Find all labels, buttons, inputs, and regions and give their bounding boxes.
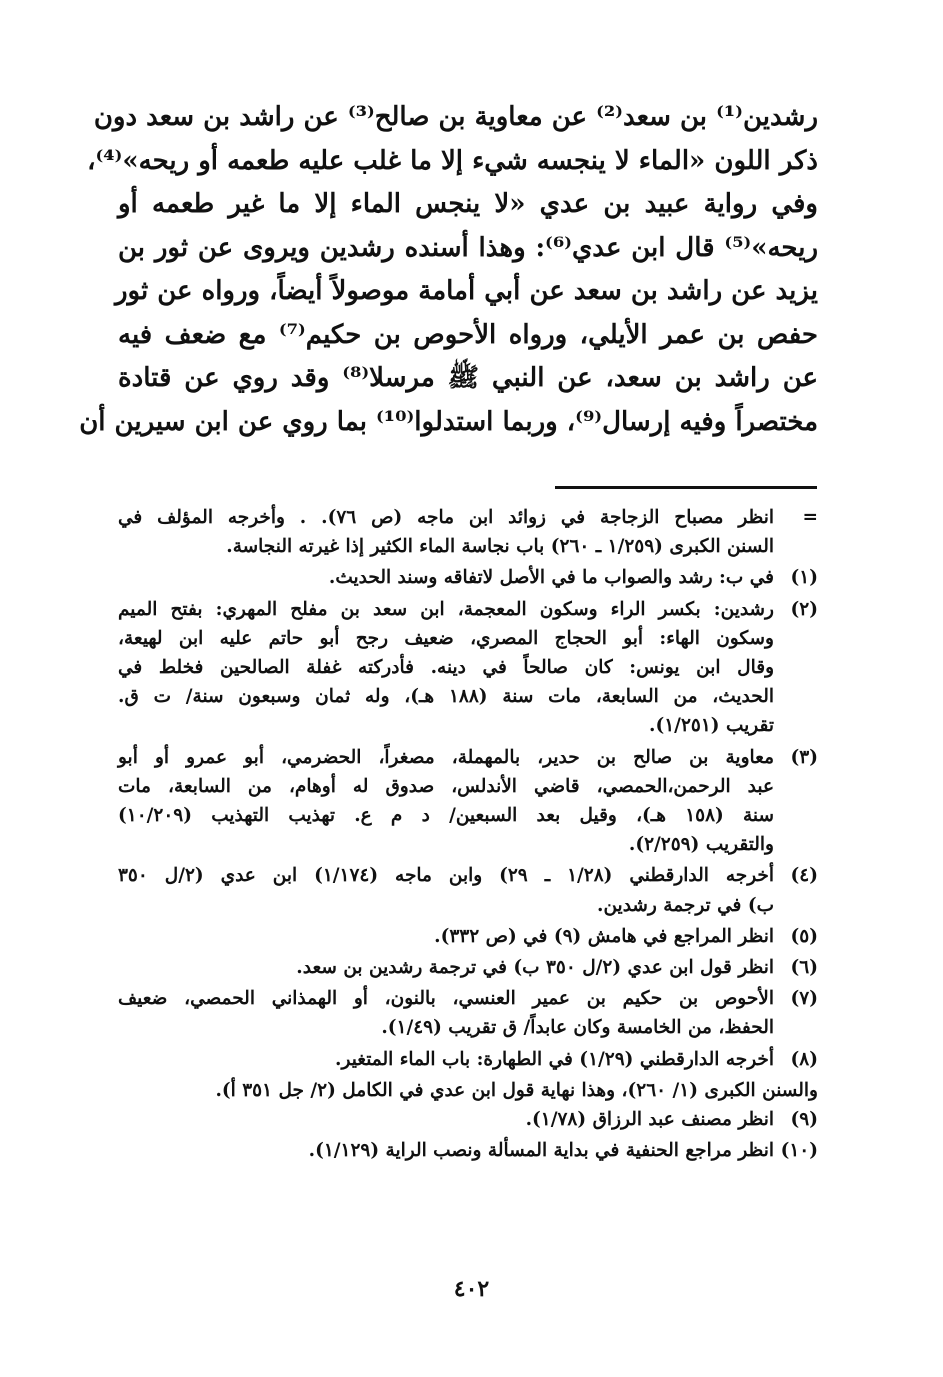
footnote-line: انظر مصباح الزجاجة في زوائد ابن ماجه (ص ٧٦). . وأخرجه المؤلف في bbox=[118, 507, 774, 528]
main-text-line: حفص بن عمر الأيلي، ورواه الأحوص بن حكيم⁽⁷⁾ مع ضعف فيه bbox=[118, 319, 818, 350]
footnote-body bbox=[118, 595, 774, 741]
footnote-separator bbox=[555, 486, 817, 489]
footnote-line: الأحوص بن حكيم بن عمير العنسي، بالنون، أو الهمذاني الحمصي، ضعيف bbox=[118, 988, 774, 1010]
footnote-number: (١) bbox=[790, 567, 818, 589]
footnote-number: (٥) bbox=[790, 925, 818, 947]
footnote-line: رشدين: بكسر الراء وسكون المعجمة، ابن سعد بن مفلح المهري: بفتح الميم bbox=[118, 598, 774, 620]
footnote-2 bbox=[118, 595, 818, 741]
footnote-body bbox=[118, 922, 774, 951]
footnote-line: سنة (١٥٨ هـ)، وقيل بعد السبعين/ د م ع. تهذيب التهذيب (١٠/٢٠٩) bbox=[118, 805, 774, 827]
footnote-line: انظر المراجع في هامش (٩) في (ص ٣٣٢). bbox=[434, 925, 774, 947]
footnote-line: والسنن الكبرى (١/ ٢٦٠)، وهذا نهاية قول ابن عدي في الكامل (٢/ جل ٣٥١ أ). bbox=[215, 1079, 818, 1101]
footnotes bbox=[118, 503, 818, 1167]
footnote-body bbox=[118, 503, 774, 561]
main-text-line: يزيد عن راشد بن سعد عن أبي أمامة موصولاً أيضاً، ورواه عن ثور bbox=[114, 276, 818, 306]
main-text-line: مختصراً وفيه إرسال⁽⁹⁾، وربما استدلوا⁽¹⁰⁾ بما روي عن ابن سيرين أن bbox=[79, 406, 818, 437]
footnote-body bbox=[118, 1105, 774, 1134]
footnote-number: (٣) bbox=[790, 746, 818, 768]
footnote-number: (٤) bbox=[790, 865, 818, 887]
footnote-line: انظر مصنف عبد الرزاق (١/٧٨). bbox=[525, 1109, 774, 1131]
footnote-8 bbox=[118, 1045, 818, 1074]
footnote-line: السنن الكبرى (١/٢٥٩ ـ ٢٦٠) باب نجاسة الماء الكثير إذا غيرته النجاسة. bbox=[226, 536, 774, 558]
footnote-body bbox=[118, 1045, 774, 1074]
footnote-line: عبد الرحمن،الحمصي، قاضي الأندلس، صدوق له أوهام، من السابعة، مات bbox=[118, 775, 774, 797]
footnote-10 bbox=[118, 1136, 818, 1165]
footnote-5 bbox=[118, 922, 818, 951]
footnote-7 bbox=[118, 984, 818, 1042]
main-text bbox=[79, 96, 819, 444]
footnote-body bbox=[118, 563, 774, 592]
footnote-line: تقريب (١/٢٥١). bbox=[649, 715, 774, 737]
main-text-line: ريحه»⁽⁵⁾ قال ابن عدي⁽⁶⁾: وهذا أسنده رشدين ويروى عن ثور بن bbox=[118, 232, 818, 263]
footnote-body bbox=[118, 743, 774, 860]
footnote-number: (١٠) bbox=[780, 1140, 818, 1162]
footnote-4 bbox=[118, 861, 818, 919]
footnote-line: الحديث، من السابعة، مات سنة (١٨٨ هـ)، وله ثمان وسبعون سنة/ ت ق. bbox=[118, 686, 774, 708]
footnote-number: (٨) bbox=[790, 1048, 818, 1070]
footnote-marker: = bbox=[802, 507, 818, 528]
footnote-line: في ب: رشد والصواب ما في الأصل لاتفاقه وسند الحديث. bbox=[328, 567, 774, 589]
footnote-6 bbox=[118, 953, 818, 982]
footnote-body bbox=[118, 1136, 774, 1165]
footnote-number: (٦) bbox=[790, 957, 818, 979]
footnote-body bbox=[118, 861, 774, 919]
footnote-line: ب) في ترجمة رشدين. bbox=[597, 894, 774, 916]
main-text-line: وفي رواية عبيد بن عدي «لا ينجس الماء إلا ما غير طعمه أو bbox=[118, 189, 818, 219]
footnote-line: الحفظ، من الخامسة وكان عابداً/ ق تقريب (١/٤٩). bbox=[381, 1017, 774, 1039]
footnote-3 bbox=[118, 743, 818, 860]
footnote-number: (٢) bbox=[790, 598, 818, 620]
footnote-line: معاوية بن صالح بن حدير، بالمهملة، مصغراً، الحضرمي، أبو عمرو أو أبو bbox=[118, 746, 774, 768]
footnote-body bbox=[118, 984, 774, 1042]
footnote-line: والتقريب (٢/٢٥٩). bbox=[628, 834, 774, 856]
main-text-line: عن راشد بن سعد، عن النبي ﷺ مرسلا⁽⁸⁾ وقد روي عن قتادة bbox=[118, 363, 819, 393]
footnote-line: أخرجه الدارقطني (١/٢٩) في الطهارة: باب الماء المتغير. bbox=[335, 1048, 774, 1070]
footnote-body bbox=[118, 953, 774, 982]
footnote-number: (٩) bbox=[790, 1109, 818, 1131]
footnote-9 bbox=[118, 1105, 818, 1134]
footnote-line: انظر قول ابن عدي (٢/ل ٣٥٠ ب) في ترجمة رشدين بن سعد. bbox=[296, 957, 774, 979]
footnote-line: وسكون الهاء: أبو الحجاج المصري، ضعيف رجح أبو حاتم عليه ابن لهيعة، bbox=[118, 627, 774, 649]
main-text-line: ذكر اللون «الماء لا ينجسه شيء إلا ما غلب عليه طعمه أو ريحه»⁽⁴⁾، bbox=[87, 145, 818, 176]
footnote-1 bbox=[118, 563, 818, 592]
footnote-number: (٧) bbox=[790, 988, 818, 1010]
footnote-line: انظر مراجع الحنفية في بداية المسألة ونصب الراية (١/١٢٩). bbox=[308, 1140, 774, 1162]
main-text-line: رشدين⁽¹⁾ بن سعد⁽²⁾ عن معاوية بن صالح⁽³⁾ عن راشد بن سعد دون bbox=[93, 102, 818, 132]
footnote-line: أخرجه الدارقطني (١/٢٨ ـ ٢٩) وابن ماجه (١/١٧٤) ابن عدي (٢/ل ٣٥٠ bbox=[118, 865, 774, 887]
footnote-line: وقال ابن يونس: كان صالحاً في دينه. فأدركته غفلة الصالحين فخلط في bbox=[118, 657, 774, 679]
footnote-continued bbox=[118, 503, 818, 561]
page-number: ٤٠٢ bbox=[453, 1276, 490, 1302]
